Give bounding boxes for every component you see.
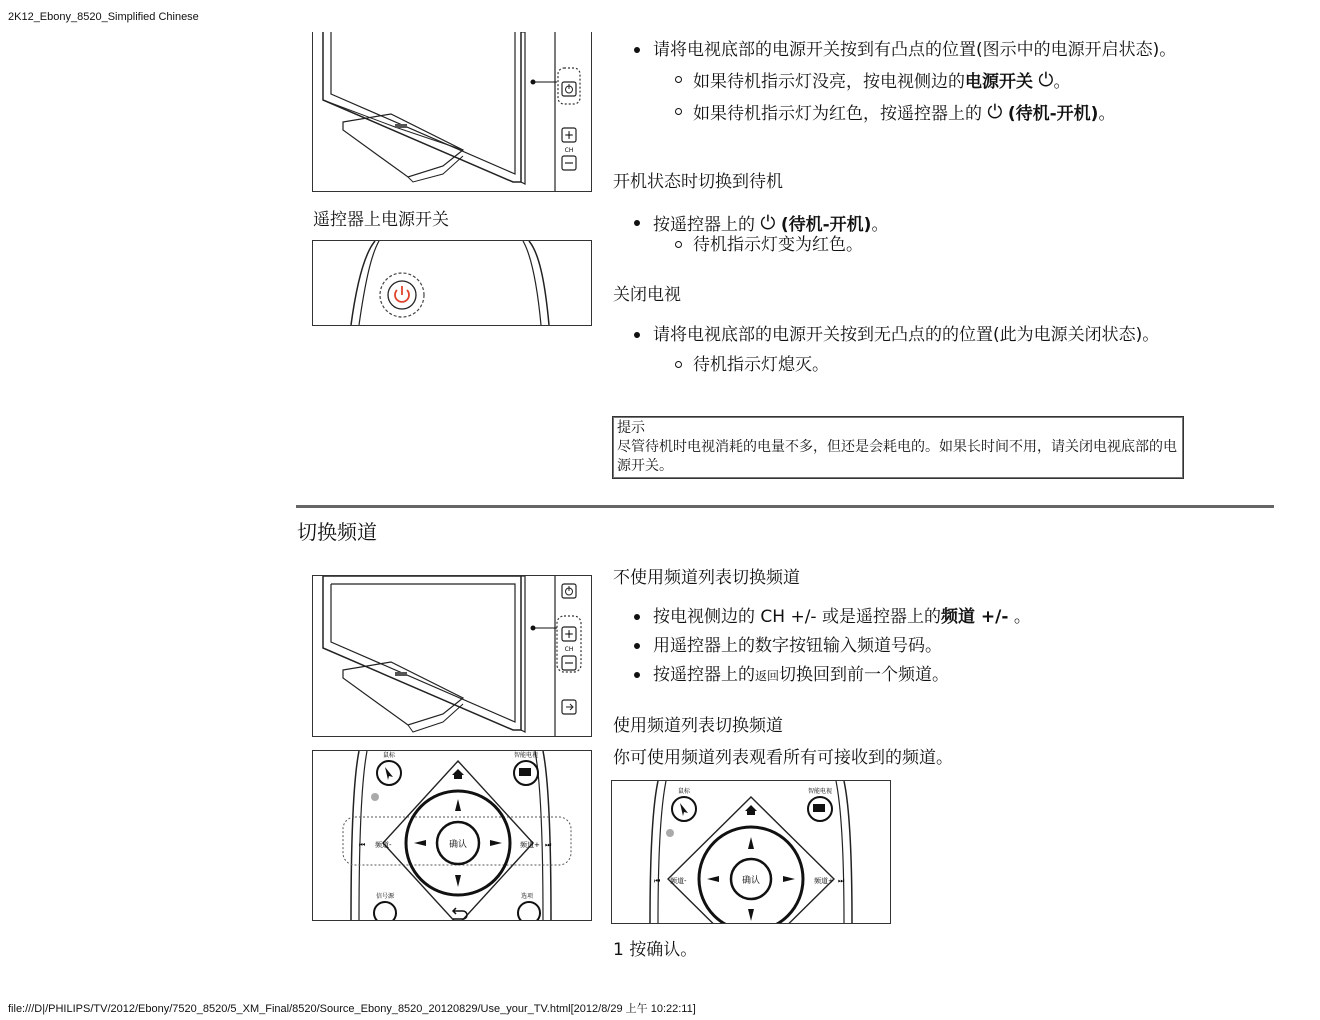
svg-text:+: + [563,627,575,641]
ch-plus-label: 频道+ [520,841,540,849]
power-icon [395,286,409,302]
figure-tv-power-switch [312,32,592,192]
ch-minus-label: 频道- [375,841,392,849]
tip-body: 尽管待机时电视消耗的电量不多，但还是会耗电的。如果长时间不用，请关闭电视底部的电源开关。 [617,439,1177,474]
document-title: 2K12_Ebony_8520_Simplified Chinese [8,11,199,23]
power-icon: ⏻ [1038,69,1054,91]
list-item: 请将电视底部的电源开关按到无凸点的的位置(此为电源关闭状态)。 待机指示灯熄灭。 [653,323,1193,377]
tip-title: 提示 [617,420,645,436]
list-item: 按遥控器上的返回切换回到前一个频道。 [653,663,1213,688]
no-list-heading: 不使用频道列表切换频道 [613,568,800,588]
svg-text:+: + [563,128,575,142]
smart-tv-label: 智能电视 [513,752,539,759]
smart-tv-icon [519,768,531,776]
standby-list [613,211,1193,257]
ch-label: CH [564,646,574,653]
svg-text:⏮: ⏮ [359,841,366,849]
step-1 [613,938,697,962]
pointer-icon [385,767,393,780]
list-item: 待机指示灯变为红色。 [693,233,1193,257]
figure-tv-channel-buttons [312,575,592,737]
ok-label: 确认 [741,876,761,886]
figure-remote-navigation [611,780,891,924]
home-icon [745,805,757,815]
no-list-steps [613,605,1213,688]
list-item: 按遥控器上的 ⏻ (待机-开机)。 待机指示灯变为红色。 [653,211,1193,257]
svg-text:⏮: ⏮ [654,877,661,885]
source-label: 信号源 [375,893,395,900]
power-off-list [613,323,1193,377]
power-on-list [613,38,1193,126]
list-item: 用遥控器上的数字按钮输入频道号码。 [653,634,1213,658]
options-label: 选项 [520,893,534,900]
power-icon: ⏻ [760,212,776,234]
figure-remote-channel-keys [312,750,592,921]
ok-label: 确认 [448,840,468,850]
power-icon: ⏻ [987,101,1003,123]
smart-tv-icon [813,804,825,812]
section-title: 切换频道 [297,520,377,544]
list-item: 请将电视底部的电源开关按到有凸点的位置(图示中的电源开启状态)。 如果待机指示灯没亮，按电视侧边的电源开关 ⏻。 如果待机指示灯为红色，按遥控器上的 ⏻ (待机-开机)。 [653,38,1193,126]
svg-text:⏭: ⏭ [545,841,552,849]
smart-tv-label: 智能电视 [807,788,833,795]
ch-label: CH [564,147,574,154]
mouse-label: 鼠标 [382,752,396,759]
svg-text:⏭: ⏭ [838,877,845,885]
pointer-icon [680,803,688,816]
list-item: 待机指示灯熄灭。 [693,353,1193,377]
section-divider [296,505,1274,508]
ch-plus-label: 频道+ [814,877,834,885]
list-description: 你可使用频道列表观看所有可接收到的频道。 [613,748,953,768]
remote-power-caption: 遥控器上电源开关 [313,210,449,230]
list-item: 如果待机指示灯为红色，按遥控器上的 ⏻ (待机-开机)。 [693,100,1193,126]
power-off-heading: 关闭电视 [613,285,681,305]
step-number: 1 [613,940,624,960]
mouse-label: 鼠标 [677,788,691,795]
step-text: 按确认。 [629,940,698,960]
figure-remote-power-button [312,240,592,326]
home-icon [452,769,464,779]
list-item: 如果待机指示灯没亮，按电视侧边的电源开关 ⏻。 [693,68,1193,94]
list-item: 按电视侧边的 CH +/- 或是遥控器上的频道 +/- 。 [653,605,1213,629]
list-heading: 使用频道列表切换频道 [613,716,783,736]
tip-box [612,416,1184,479]
ch-minus-label: 频道- [670,877,687,885]
standby-heading: 开机状态时切换到待机 [613,172,783,192]
file-path-footer: file:///D|/PHILIPS/TV/2012/Ebony/7520_8520/5_XM_Final/8520/Source_Ebony_8520_20120829/Use_your_TV.html[2012/8/29 上午 10:22:11] [8,1003,696,1015]
